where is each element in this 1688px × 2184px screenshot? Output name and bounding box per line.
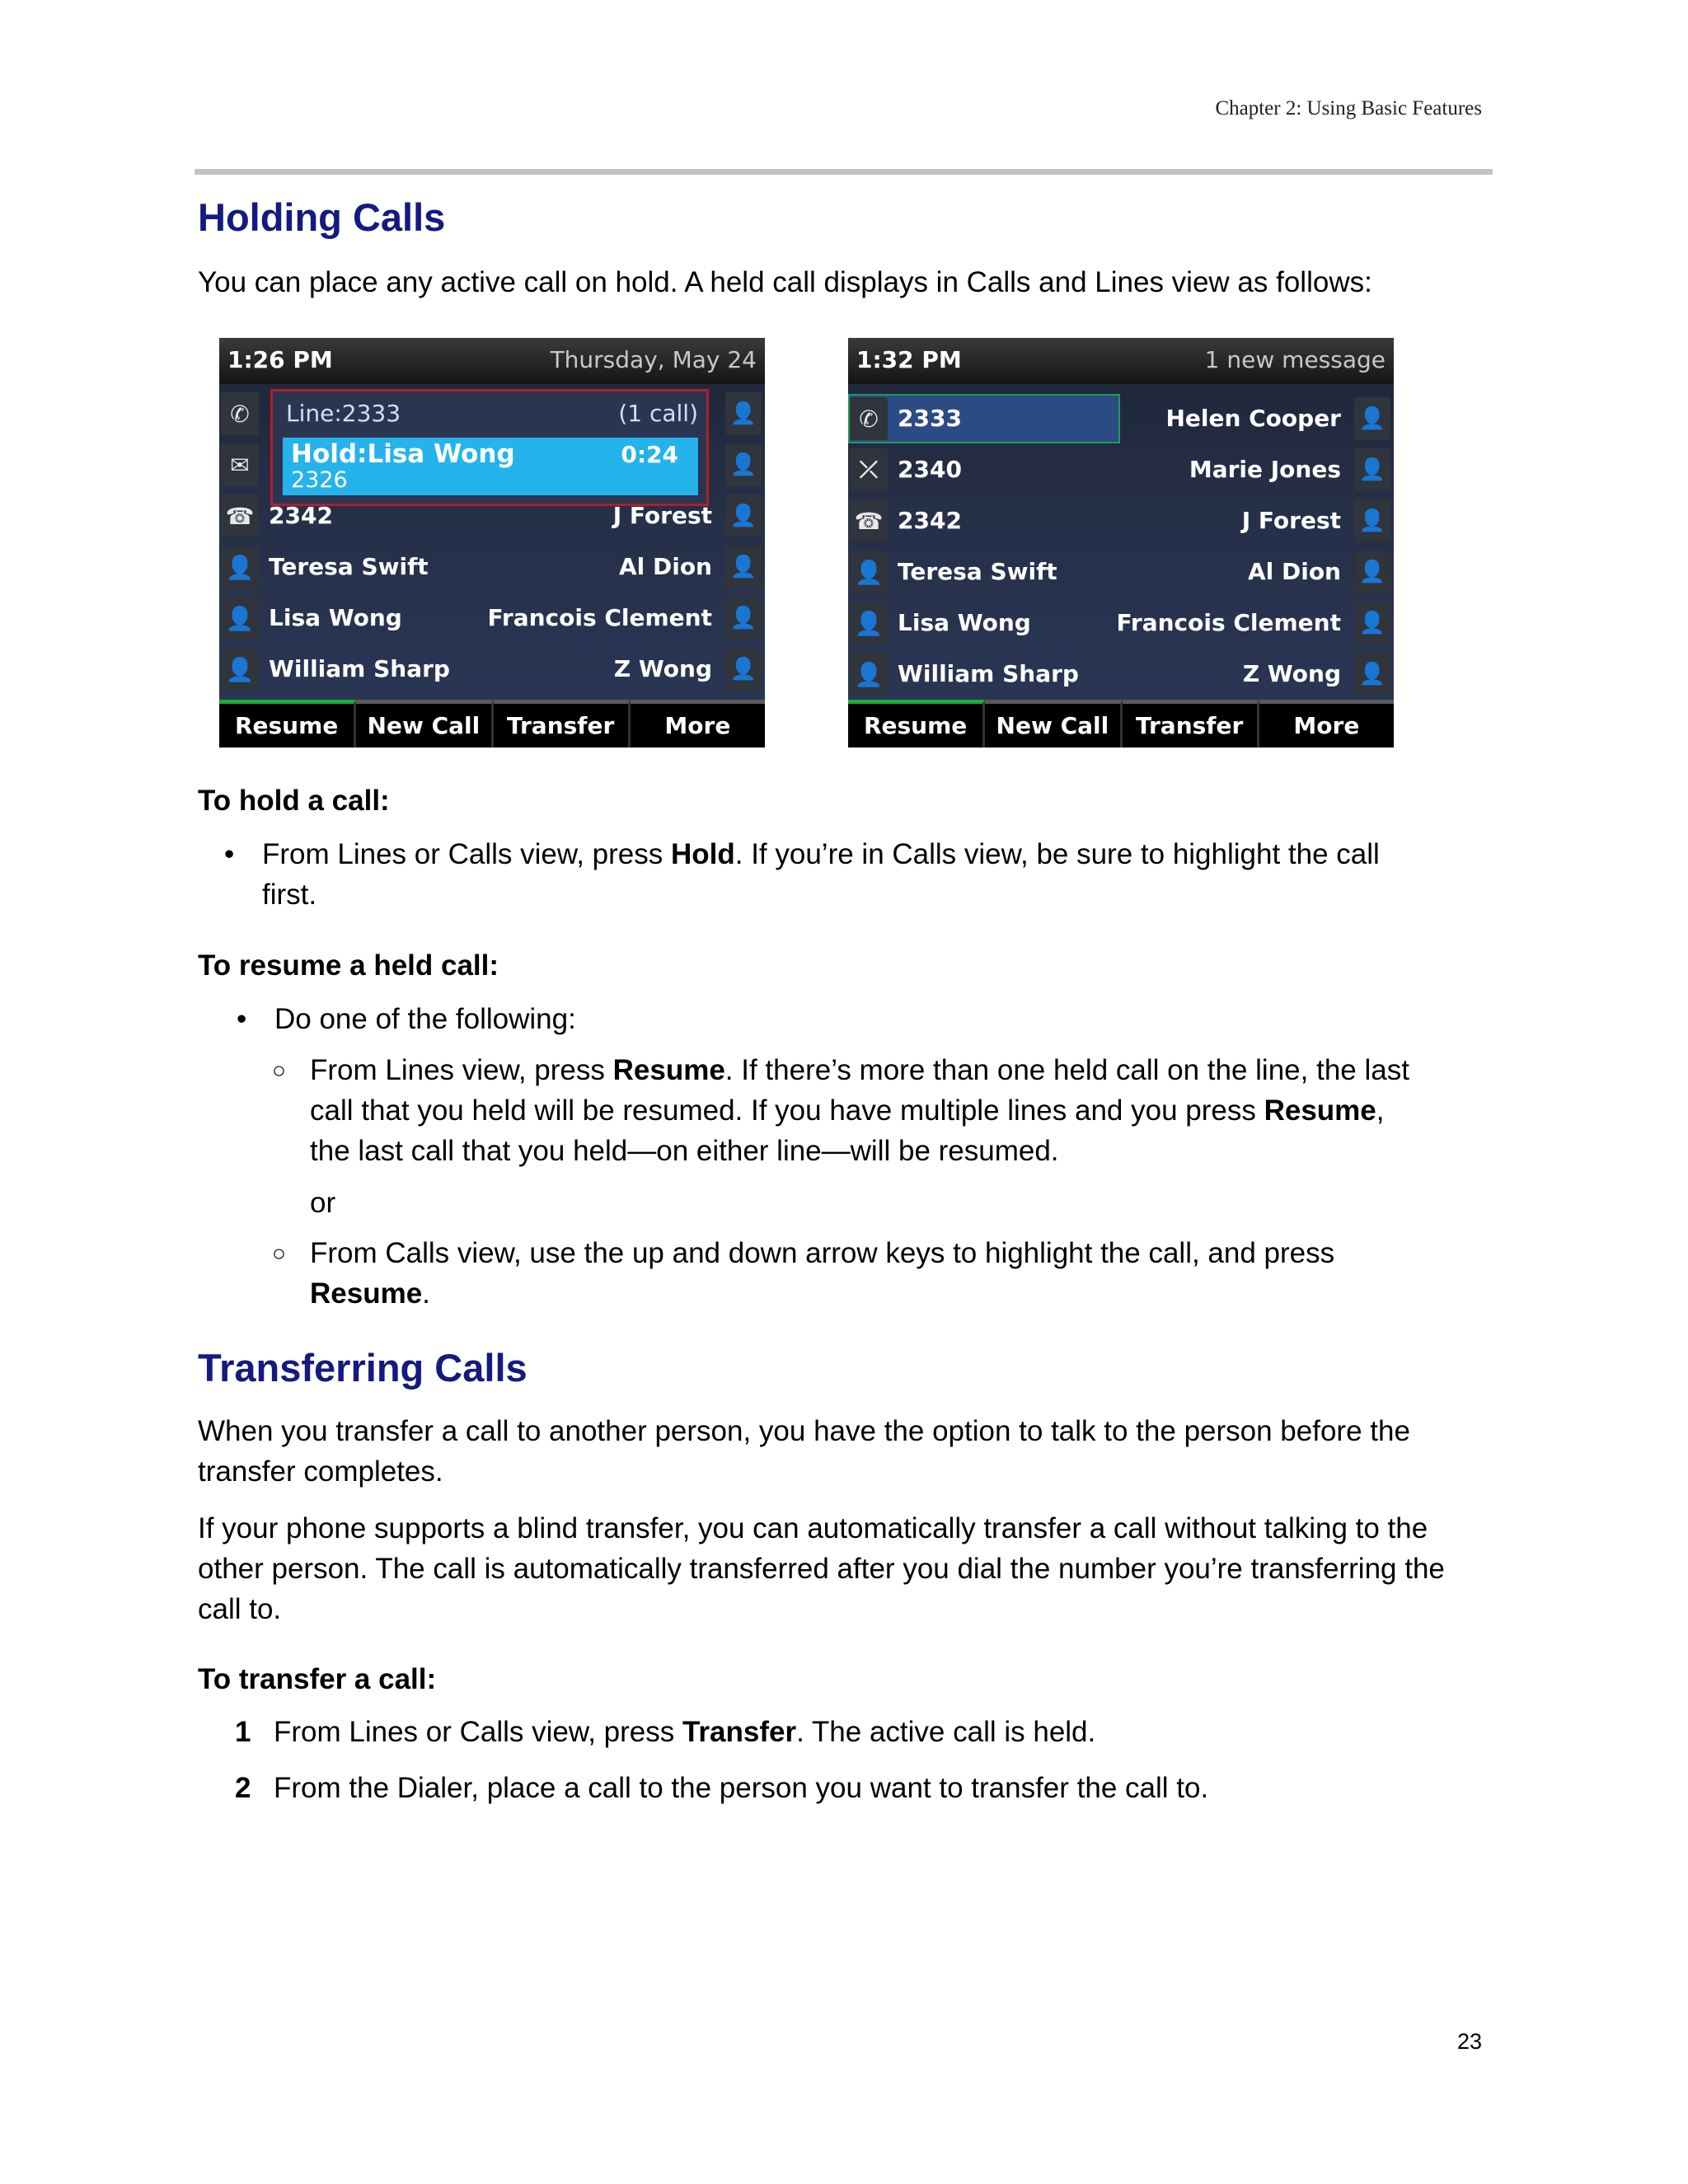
line-key-right: Marie Jones — [1189, 456, 1341, 483]
phone-icon: ☎ — [221, 494, 259, 537]
line-key-left: 2342 — [898, 507, 962, 534]
s1-post: . If there’s more than one held call on the line, the last — [724, 1054, 1409, 1086]
bullet-dot: • — [237, 1003, 247, 1035]
resume-softkey[interactable]: Resume — [219, 700, 356, 748]
more-softkey[interactable]: More — [631, 700, 765, 748]
s1-line2-bold: Resume — [1264, 1094, 1376, 1127]
line-key-left: 2340 — [898, 456, 962, 483]
hold-bold: Hold — [670, 838, 735, 870]
resume-option-calls — [272, 1233, 1497, 1314]
hold-subtitle: To hold a call: — [198, 785, 390, 817]
line-key-row[interactable] — [848, 394, 1394, 443]
contact-icon: 👤 — [1354, 397, 1390, 440]
contact-icon: 👤 — [725, 494, 762, 537]
contact-icon: 👤 — [1354, 448, 1390, 491]
contact-icon: 👤 — [725, 392, 762, 435]
transfer-softkey[interactable]: Transfer — [494, 700, 631, 748]
contact-icon: 👤 — [725, 443, 762, 486]
clock: 1:26 PM — [227, 346, 333, 373]
line-key-row[interactable] — [219, 491, 765, 541]
hold-bullet — [224, 834, 1474, 915]
transfer-intro-1: When you transfer a call to another person, you have the option to talk to the person before the transfer completes. — [198, 1415, 1410, 1488]
section-title-holding: Holding Calls — [198, 195, 446, 239]
step-number: 1 — [235, 1716, 251, 1748]
bullet-dot: • — [224, 838, 235, 870]
line-key-row[interactable] — [848, 496, 1394, 546]
line-key-right: Francois Clement — [487, 604, 712, 631]
contact-icon: 👤 — [221, 546, 259, 588]
contact-icon: 👤 — [850, 602, 888, 644]
phone-screen-calls-view — [848, 338, 1394, 748]
header-rule — [195, 169, 1493, 175]
phone-icon: ☎ — [850, 499, 888, 542]
line-key-right: Al Dion — [618, 553, 712, 580]
line-key-left: Teresa Swift — [898, 558, 1057, 585]
line-call-count: (1 call) — [618, 400, 698, 427]
line-key-left: William Sharp — [269, 655, 450, 682]
line-key-right: J Forest — [612, 502, 712, 529]
s1-line2-pre: call that you held will be resumed. If you have multiple lines and you press — [310, 1094, 1264, 1127]
new-call-softkey[interactable]: New Call — [985, 700, 1122, 748]
held-call-number: 2326 — [291, 467, 348, 493]
status-bar — [848, 338, 1394, 384]
line-key-right: Francois Clement — [1116, 609, 1341, 636]
line-phone-icon: ✆ — [221, 392, 259, 435]
envelope-icon: ✉ — [221, 443, 259, 486]
line-key-left: William Sharp — [898, 660, 1079, 687]
step1-pre: From Lines or Calls view, press — [274, 1716, 682, 1748]
s1-line3: the last call that you held—on either line—will be resumed. — [310, 1135, 1059, 1167]
held-phone-icon: ✆ — [850, 397, 888, 440]
line-key-row[interactable] — [219, 542, 765, 592]
held-call-name: Hold:Lisa Wong — [291, 439, 515, 469]
transfer-step-1 — [274, 1716, 1095, 1749]
hold-text-pre: From Lines or Calls view, press — [262, 838, 671, 870]
line-key-row[interactable] — [848, 649, 1394, 699]
transfer-intro-2: If your phone supports a blind transfer, you can automatically transfer a call without talking to the other person. The call is automatically transferred after you dial the number you’re transferring the call to. — [198, 1512, 1445, 1625]
transfer-softkey[interactable]: Transfer — [1123, 700, 1259, 748]
contact-icon: 👤 — [850, 551, 888, 593]
s2-bold: Resume — [310, 1277, 423, 1310]
missed-call-icon: ⤫ — [850, 448, 888, 491]
contact-icon: 👤 — [725, 648, 762, 691]
s2-post: . — [422, 1277, 430, 1310]
resume-bullet-text: Do one of the following: — [274, 1003, 576, 1035]
softkey-bar — [848, 700, 1394, 748]
chapter-header: Chapter 2: Using Basic Features — [1215, 97, 1482, 120]
line-key-right: J Forest — [1241, 507, 1341, 534]
step1-bold: Transfer — [682, 1716, 797, 1748]
date: Thursday, May 24 — [550, 346, 757, 373]
line-key-left: Lisa Wong — [898, 609, 1031, 636]
contact-icon: 👤 — [1354, 653, 1390, 696]
message-status: 1 new message — [1204, 346, 1386, 373]
s2-line1: From Calls view, use the up and down arrow keys to highlight the call, and press — [310, 1237, 1335, 1269]
line-key-right: Z Wong — [613, 655, 712, 682]
line-key-right: Al Dion — [1247, 558, 1341, 585]
step-number: 2 — [235, 1772, 251, 1804]
phone-screen-lines-view — [219, 338, 765, 748]
line-key-left: 2342 — [269, 502, 333, 529]
hold-text-cont: first. — [262, 879, 317, 911]
resume-bullet — [237, 999, 1478, 1039]
line-key-row[interactable] — [219, 593, 765, 643]
contact-icon: 👤 — [1354, 602, 1390, 644]
line-key-row[interactable] — [848, 598, 1394, 648]
line-key-row[interactable] — [219, 644, 765, 694]
or-text: or — [310, 1187, 336, 1219]
line-key-right: Helen Cooper — [1165, 405, 1341, 432]
resume-softkey[interactable]: Resume — [848, 700, 985, 748]
line-box[interactable] — [270, 389, 709, 506]
more-softkey[interactable]: More — [1259, 700, 1394, 748]
held-call[interactable] — [283, 438, 698, 495]
contact-icon: 👤 — [850, 653, 888, 696]
contact-icon: 👤 — [1354, 499, 1390, 542]
softkey-bar — [219, 700, 765, 748]
hold-text-post: . If you’re in Calls view, be sure to highlight the call — [734, 838, 1380, 870]
s1-bold: Resume — [612, 1054, 725, 1086]
line-key-row[interactable] — [848, 547, 1394, 597]
step1-post: . The active call is held. — [796, 1716, 1096, 1748]
contact-icon: 👤 — [725, 597, 762, 640]
resume-option-lines — [272, 1050, 1497, 1171]
transfer-step-2: From the Dialer, place a call to the person you want to transfer the call to. — [274, 1772, 1209, 1804]
s1-pre: From Lines view, press — [310, 1054, 613, 1086]
line-label: Line:2333 — [286, 400, 401, 427]
section-title-transferring: Transferring Calls — [198, 1346, 528, 1390]
s1-line2-post: , — [1376, 1094, 1385, 1127]
new-call-softkey[interactable]: New Call — [356, 700, 493, 748]
line-key-left: Teresa Swift — [269, 553, 429, 580]
holding-intro: You can place any active call on hold. A held call displays in Calls and Lines view as follows: — [198, 266, 1372, 298]
contact-icon: 👤 — [221, 648, 259, 691]
line-key-left: 2333 — [898, 405, 962, 432]
circle-bullet: ○ — [272, 1240, 286, 1266]
line-key-right: Z Wong — [1242, 660, 1341, 687]
resume-subtitle: To resume a held call: — [198, 949, 499, 982]
held-call-timer: 0:24 — [621, 441, 678, 468]
status-bar — [219, 338, 765, 384]
line-key-row[interactable] — [848, 445, 1394, 494]
transfer-subtitle: To transfer a call: — [198, 1663, 437, 1695]
line-key-left: Lisa Wong — [269, 604, 402, 631]
circle-bullet: ○ — [272, 1057, 286, 1083]
contact-icon: 👤 — [1354, 551, 1390, 593]
contact-icon: 👤 — [221, 597, 259, 640]
page-number: 23 — [1456, 2029, 1482, 2054]
clock: 1:32 PM — [856, 346, 962, 373]
contact-icon: 👤 — [725, 546, 762, 588]
